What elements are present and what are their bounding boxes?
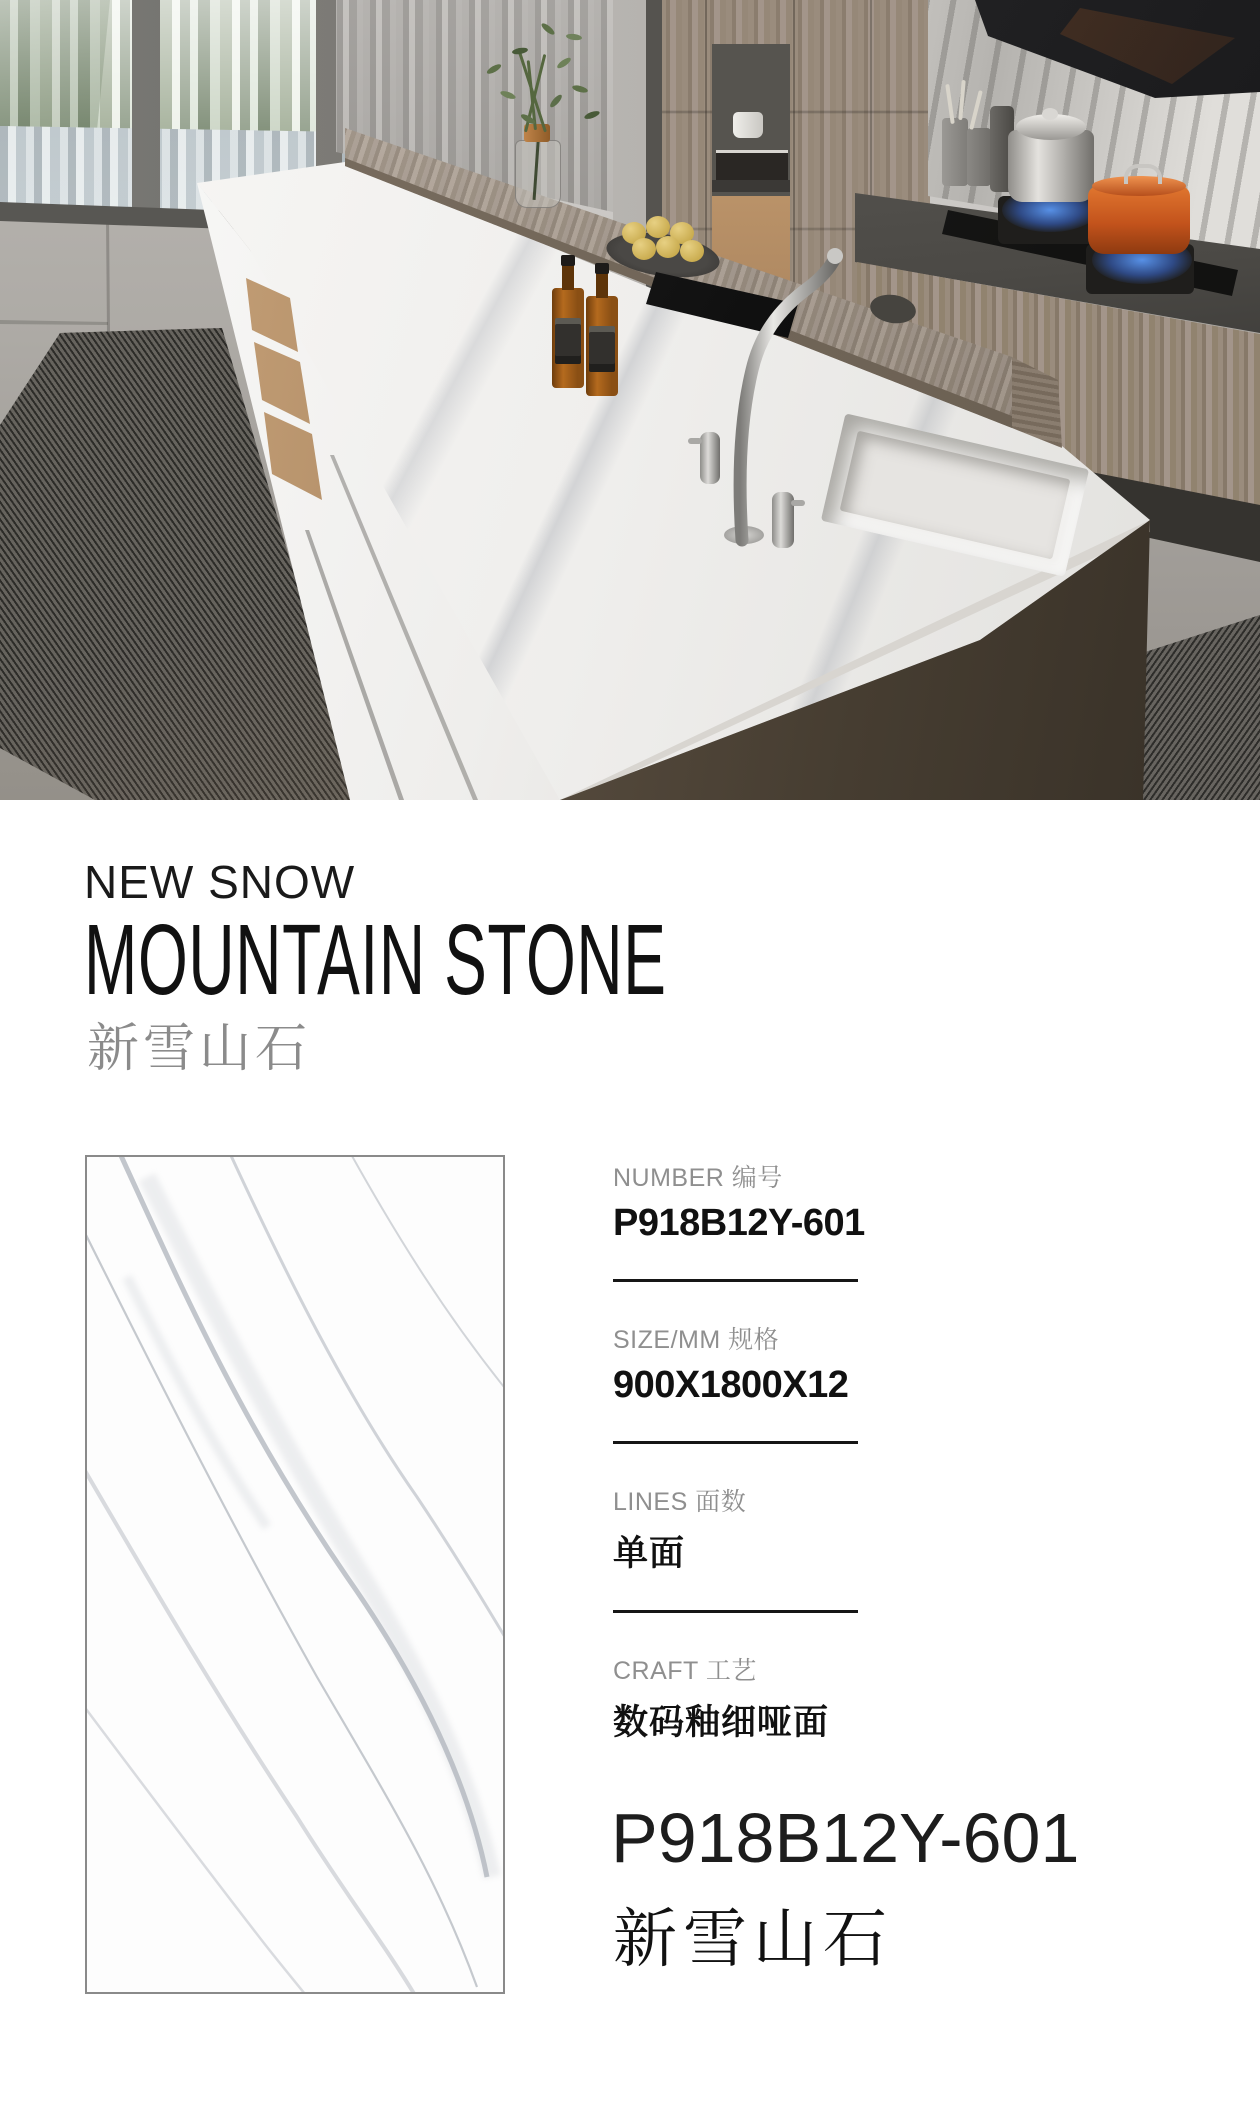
product-name-large: 新雪山石 — [613, 1903, 893, 1975]
spec-section-craft — [613, 1651, 913, 1745]
lemon — [656, 236, 680, 258]
divider-rule — [613, 1279, 858, 1282]
title-line-1: NEW SNOW — [84, 856, 356, 908]
tile-sample-image — [85, 1155, 505, 1994]
whiskey-bottle — [586, 296, 618, 396]
lemon — [632, 238, 656, 260]
bottle-label — [589, 326, 615, 372]
divider-rule — [613, 1610, 858, 1613]
spec-section-lines — [613, 1482, 913, 1613]
spec-value: 900X1800X12 — [613, 1364, 849, 1406]
bottle-neck — [562, 264, 574, 290]
whiskey-bottle — [552, 288, 584, 388]
soap-dispenser — [700, 432, 720, 484]
utensil-crock — [967, 128, 991, 186]
bottle-label — [555, 318, 581, 364]
spec-label: LINES 面数 — [613, 1488, 747, 1516]
product-code-large: P918B12Y-601 — [611, 1799, 1080, 1877]
spec-section-number — [613, 1158, 913, 1282]
kitchen-photo — [0, 0, 1260, 800]
pot-handle — [1124, 164, 1162, 184]
steel-pot — [1008, 130, 1094, 202]
lemon — [646, 216, 670, 238]
orange-pot — [1088, 186, 1190, 254]
spec-label: CRAFT 工艺 — [613, 1657, 757, 1685]
bottle-cap — [561, 255, 575, 266]
divider-rule — [613, 1441, 858, 1444]
title-line-2: MOUNTAIN STONE — [84, 904, 667, 1016]
dispenser-spout — [688, 438, 702, 444]
lid-knob — [1042, 108, 1058, 120]
white-cup — [733, 112, 763, 138]
spec-list — [613, 1158, 913, 1779]
spec-section-size — [613, 1320, 913, 1444]
utensil-crock — [942, 118, 968, 186]
title-chinese: 新雪山石 — [87, 1020, 312, 1078]
spec-value: 数码釉细哑面 — [613, 1703, 830, 1742]
black-book — [716, 150, 788, 181]
spec-value: 单面 — [613, 1534, 686, 1573]
bottle-cap — [595, 263, 609, 274]
spec-label: NUMBER 编号 — [613, 1164, 783, 1192]
dispenser-spout — [791, 500, 805, 506]
spec-value: P918B12Y-601 — [613, 1202, 865, 1244]
marble-veins — [87, 1157, 503, 1992]
bottle-neck — [596, 272, 608, 298]
spec-label: SIZE/MM 规格 — [613, 1326, 780, 1354]
